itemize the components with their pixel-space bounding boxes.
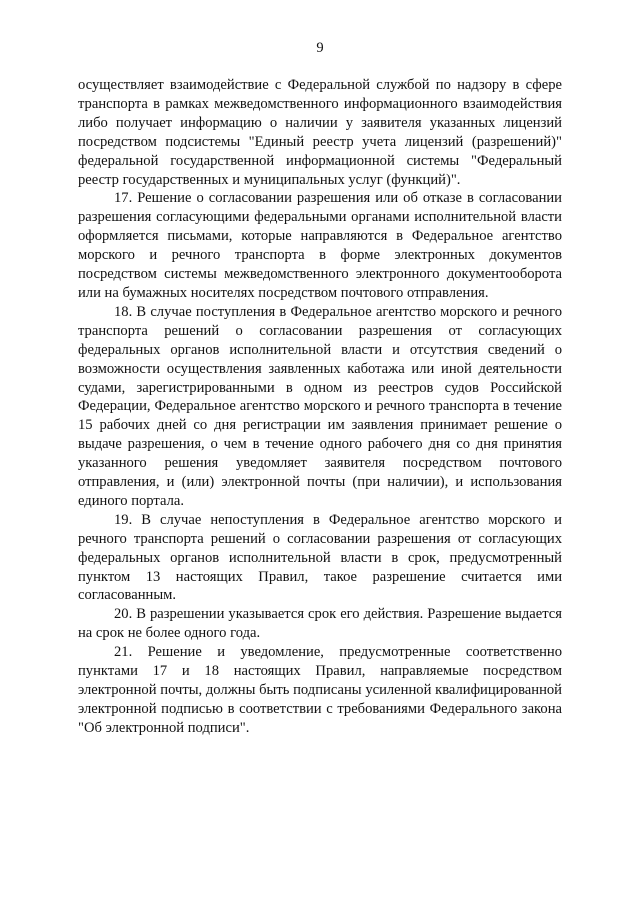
paragraph-item-20: 20. В разрешении указывается срок его действия. Разрешение выдается на срок не более одного года.	[78, 606, 562, 642]
paragraph-continuation: осуществляет взаимодействие с Федеральной службой по надзору в сфере транспорта в рамках межведомственного информационного взаимодействия либо получает информацию о наличии у заявителя указанных лицензий посредством подсистемы "Единый реестр учета лицензий (разрешений)" федеральной государственной информационной системы "Федеральный реестр государственных и муниципальных услуг (функций)".	[78, 77, 562, 188]
page-number: 9	[316, 40, 324, 56]
paragraph-item-19: 19. В случае непоступления в Федеральное агентство морского и речного транспорта решений о согласовании разрешения от согласующих федеральных органов исполнительной власти в срок, предусмотренный пунктом 13 настоящих Правил, такое разрешение считается ими согласованным.	[78, 511, 562, 604]
document-body	[78, 76, 562, 738]
paragraph-item-21: 21. Решение и уведомление, предусмотренные соответственно пунктами 17 и 18 настоящих Правил, направляемые посредством электронной почты, должны быть подписаны усиленной квалифицированной электронной подписью в соответствии с требованиями Федерального закона "Об электронной подписи".	[78, 644, 562, 736]
paragraph-item-17: 17. Решение о согласовании разрешения или об отказе в согласовании разрешения согласующими федеральными органами исполнительной власти оформляется письмами, которые направляются в Федеральное агентство морского и речного транспорта в форме электронных документов посредством системы межведомственного электронного документооборота или на бумажных носителях посредством почтового отправления.	[78, 190, 562, 301]
paragraph-item-18: 18. В случае поступления в Федеральное агентство морского и речного транспорта решений о согласовании разрешения от согласующих федеральных органов исполнительной власти и отсутствия сведений о возможности осуществления заявленных каботажа или иной деятельности судами, зарегистрированными в одном из реестров судов Российской Федерации, Федеральное агентство морского и речного транспорта в течение 15 рабочих дней со дня регистрации им заявления принимает решение о выдаче разрешения, о чем в течение одного рабочего дня со дня принятия указанного решения уведомляет заявителя посредством почтового отправления, и (или) электронной почты (при наличии), и использования единого портала.	[78, 303, 562, 509]
